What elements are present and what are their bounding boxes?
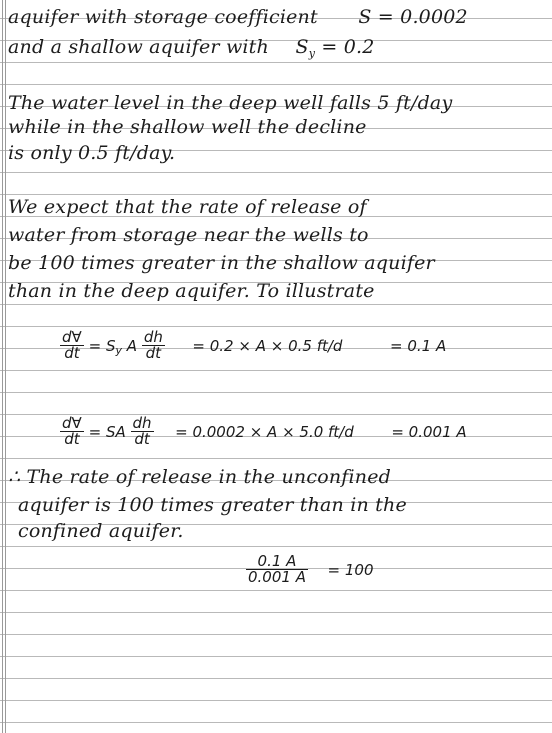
conclusion-line-2: aquifer is 100 times greater than in the [18,494,407,516]
substitution: = 0.0002 × A × 5.0 ft/d [175,422,354,441]
area-symbol: A [126,336,138,355]
equals-sign: = [88,336,102,355]
fraction-denominator: dt [134,430,150,448]
note-line-7: water from storage near the wells to [8,224,369,246]
note-line-3: The water level in the deep well falls 5 ft/day [8,92,453,114]
coefficient-symbol: S [105,336,116,355]
note-line-2 [8,36,375,65]
specific-yield-subscript: y [308,47,316,60]
fraction-denominator: dt [145,344,162,362]
fraction-numerator: dh [132,414,152,432]
result: = 0.001 A [391,422,467,441]
equals-sign: = [88,422,102,441]
fraction-denominator: dt [64,430,80,448]
ratio-numerator: 0.1 A [246,554,308,570]
result: = 0.1 A [390,336,447,355]
note-line-4: while in the shallow well the decline [8,116,367,138]
conclusion-line-3: confined aquifer. [18,520,184,542]
specific-yield-symbol: S [295,36,309,58]
coefficient-symbol: SA [105,422,126,441]
coefficient-subscript: y [115,344,122,357]
fraction-numerator: dh [143,328,163,346]
note-line-1 [8,6,468,28]
margin-line [2,0,3,733]
margin-line [5,0,6,733]
lhs-fraction [60,330,84,361]
substitution: = 0.2 × A × 0.5 ft/d [192,336,343,355]
ratio-denominator: 0.001 A [248,568,306,586]
conclusion-line-1: ∴ The rate of release in the unconfined [8,466,392,488]
equation-confined [60,416,467,447]
ratio-equation [246,554,374,585]
fraction-denominator: dt [64,344,80,362]
ratio-fraction [246,554,308,585]
fraction-numerator: d∀ [62,414,82,432]
note-line-6: We expect that the rate of release of [8,196,367,218]
lhs-fraction [60,416,84,447]
fraction-numerator: d∀ [62,328,82,346]
note-line-8: be 100 times greater in the shallow aquifer [8,252,435,274]
specific-yield-value: = 0.2 [321,36,375,58]
equation-unconfined [60,330,446,361]
note-text: aquifer with storage coefficient [8,6,318,28]
note-line-9: than in the deep aquifer. To illustrate [8,280,375,302]
ratio-result: = 100 [327,560,374,579]
note-text: and a shallow aquifer with [8,36,269,58]
rhs-fraction [131,416,154,447]
storage-coefficient-value: S = 0.0002 [358,6,468,28]
note-line-5: is only 0.5 ft/day. [8,142,176,164]
rhs-fraction [142,330,165,361]
